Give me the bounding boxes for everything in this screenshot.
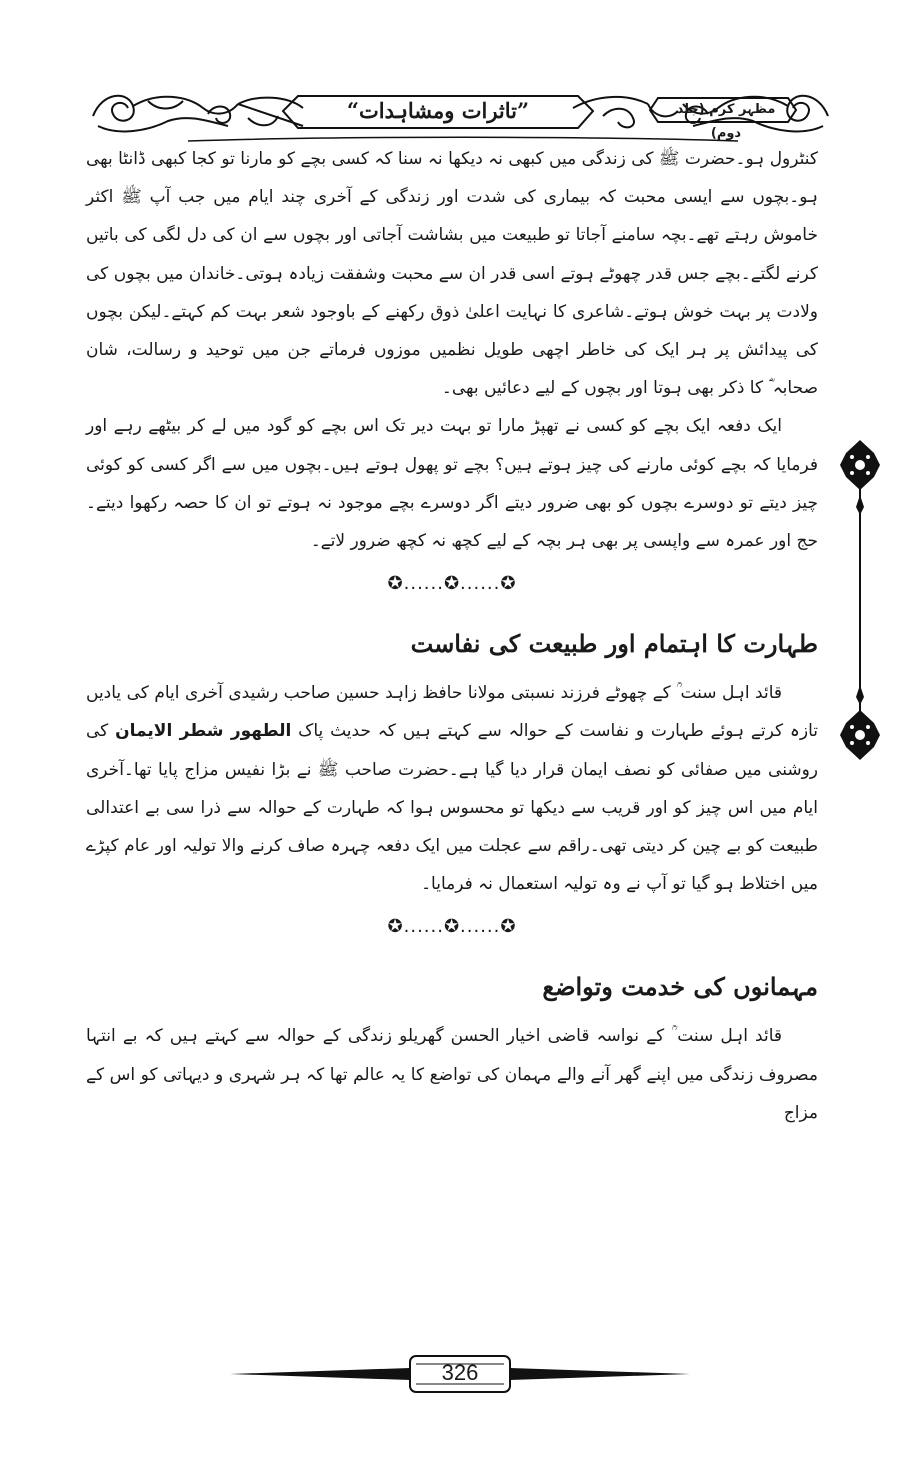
section-heading-hospitality: مہمانوں کی خدمت وتواضع [542, 972, 818, 1002]
page-footer [230, 1352, 690, 1396]
side-ornament [832, 435, 888, 765]
running-title: ”تاثرات ومشاہدات“ [346, 98, 530, 123]
hadith-phrase: الطهور شطر الايمان [115, 721, 292, 742]
paragraph-hospitality: قائد اہل سنت ؒ کے نواسہ قاضی اخیار الحسن گھریلو زندگی کے حوالہ سے کہتے ہیں کہ بے انتہا مصروف زندگی میں اپنے گھر آنے والے مہمان کی تواضع کا یہ عالم تھا کہ ہر شہری و دیہاتی کو اس کے مزاج [86, 1026, 818, 1123]
section-separator: ✪......✪......✪ [387, 916, 517, 938]
paragraph-text: کی روشنی میں صفائی کو نصف ایمان قرار دیا گیا ہے۔حضرت صاحب ﷺ نے بڑا نفیس مزاج پایا تھا۔آخری ایام میں اس چیز کو اور قریب سے دیکھا تو محسوس ہوا کہ طہارت کے حوالہ سے ذرا سی بے اعتدالی طبیعت کو بے چین کر دیتی تھی۔راقم سے عجلت میں ایک دفعہ چہرہ صاف کرنے والا تولیہ اور عام کپڑے میں اختلاط ہو گیا تو آپ نے وہ تولیہ استعمال نہ فرمایا۔ [86, 721, 818, 895]
paragraph-children-love: کنٹرول ہو۔حضرت ﷺ کی زندگی میں کبھی نہ دیکھا نہ سنا کہ کسی بچے کو مارنا تو کجا کبھی ڈانٹا بھی ہو۔بچوں سے ایسی محبت کہ بیماری کی شدت اور زندگی کے آخری چند ایام میں جب آپ ﷺ اکثر خاموش رہتے تھے۔بچہ سامنے آجاتا تو طبیعت میں بشاشت آجاتی اور بچوں سے ان کی دل لگی کی باتیں کرنے لگتے۔بچے جس قدر چھوٹے ہوتے اسی قدر ان سے محبت وشفقت زیادہ ہوتی۔خاندان میں بچوں کی ولادت پر بہت خوش ہوتے۔شاعری کا نہایت اعلیٰ ذوق رکھنے کے باوجود شعر بہت کم کہتے۔لیکن بچوں کی پیدائش پر ہر ایک کی خاطر اچھی طویل نظمیں موزوں فرماتے جن میں توحید و رسالت، شان صحابہ ؓ کا ذکر بھی ہوتا اور بچوں کے لیے دعائیں بھی۔ [86, 149, 818, 399]
page-body [86, 140, 818, 1132]
section-heading-cleanliness: طہارت کا اہتمام اور طبیعت کی نفاست [410, 629, 818, 659]
paragraph-slap-incident: ایک دفعہ ایک بچے کو کسی نے تھپڑ مارا تو بہت دیر تک اس بچے کو گود میں لے کر بیٹھے رہے اور فرمایا کہ بچے کوئی مارنے کی چیز ہوتے ہیں؟ بچے تو پھول ہوتے ہیں۔بچوں میں سے اگر کسی کو کوئی چیز دیتے تو دوسرے بچوں کو بھی ضرور دیتے اگر دوسرے بچے موجود نہ ہوتے تو ان کا حصہ رکھوا دیتے۔حج اور عمرہ سے واپسی پر بھی ہر بچہ کے لیے کچھ نہ کچھ ضرور لاتے۔ [86, 416, 818, 552]
section-separator: ✪......✪......✪ [387, 573, 517, 595]
paragraph-cleanliness [86, 674, 818, 903]
paragraph-text: قائد اہل سنت ؒ کے چھوٹے فرزند نسبتی مولانا حافظ زاہد حسین صاحب رشیدی آخری ایام کی یادیں تازہ کرتے ہوئے طہارت و نفاست کے حوالہ سے کہتے ہیں کہ حدیث پاک [86, 683, 818, 742]
book-title: مظہر کرم (جلد دوم) [676, 102, 776, 141]
page-number: 326 [441, 1360, 479, 1385]
